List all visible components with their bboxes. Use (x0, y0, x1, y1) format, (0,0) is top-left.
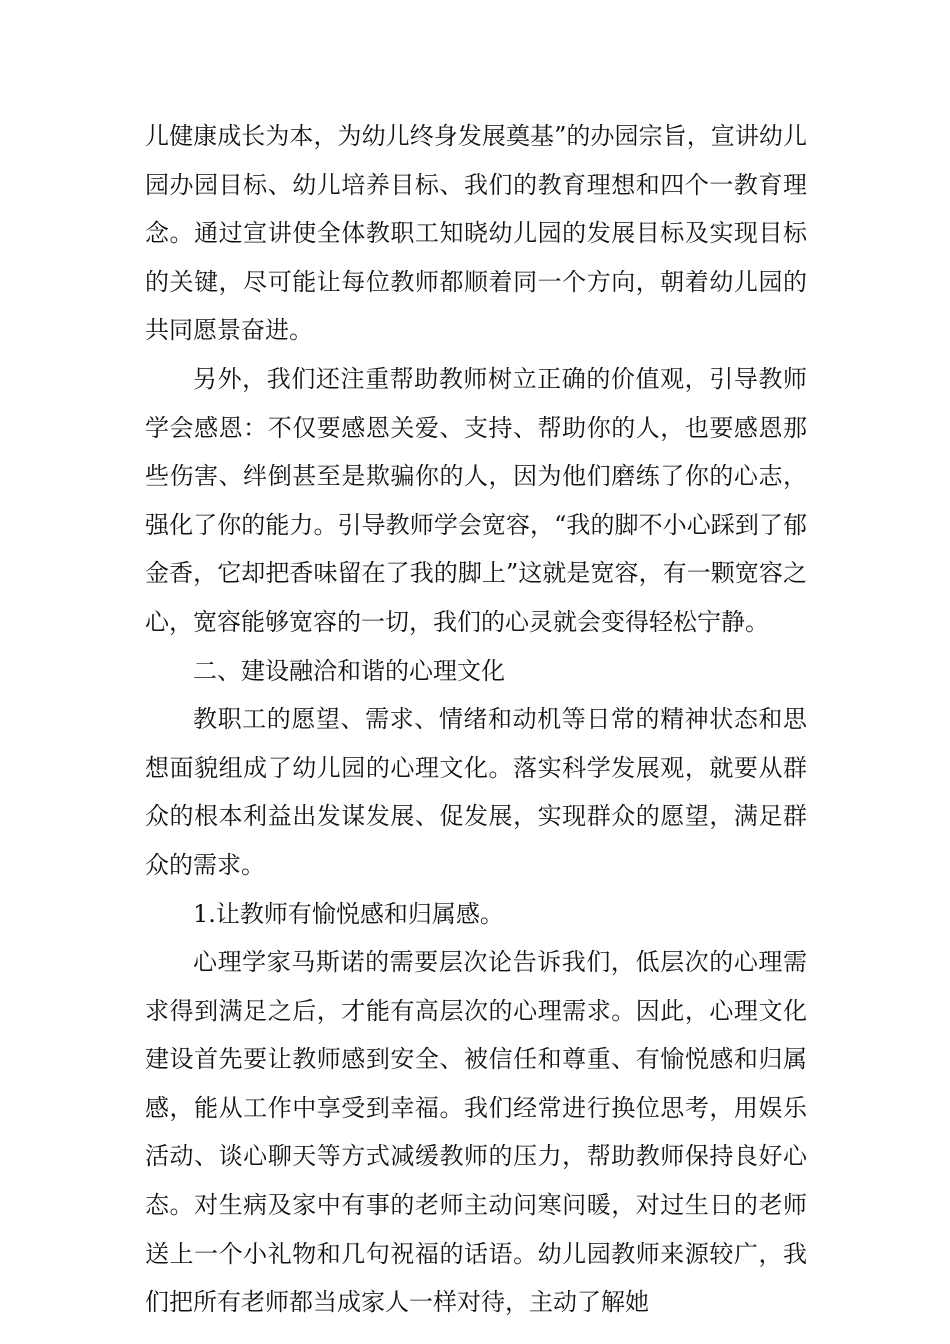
paragraph-continuation: 儿健康成长为本，为幼儿终身发展奠基”的办园宗旨，宣讲幼儿园办园目标、幼儿培养目标、我们的教育理想和四个一教育理念。通过宣讲使全体教职工知晓幼儿园的发展目标及实现目标的关键，尽可能让每位教师都顺着同一个方向，朝着幼儿园的共同愿景奋进。 (145, 122, 807, 345)
paragraph-maslow-needs: 心理学家马斯诺的需要层次论告诉我们，低层次的心理需求得到满足之后，才能有高层次的心理需求。因此，心理文化建设首先要让教师感到安全、被信任和尊重、有愉悦感和归属感，能从工作中享受到幸福。我们经常进行换位思考，用娱乐活动、谈心聊天等方式减缓教师的压力，帮助教师保持良好心态。对生病及家中有事的老师主动问寒问暖，对过生日的老师送上一个小礼物和几句祝福的话语。幼儿园教师来源较广，我们把所有老师都当成家人一样对待，主动了解她 (145, 948, 807, 1317)
subheading-joy-and-belonging: 1.让教师有愉悦感和归属感。 (193, 899, 504, 928)
section-heading-psychological-culture: 二、建设融洽和谐的心理文化 (193, 656, 505, 685)
paragraph-values-guidance: 另外，我们还注重帮助教师树立正确的价值观，引导教师学会感恩：不仅要感恩关爱、支持、帮助你的人，也要感恩那些伤害、绊倒甚至是欺骗你的人，因为他们磨练了你的心志，强化了你的能力。引导教师学会宽容，“我的脚不小心踩到了郁金香，它却把香味留在了我的脚上”这就是宽容，有一颗宽容之心，宽容能够宽容的一切，我们的心灵就会变得轻松宁静。 (145, 364, 807, 636)
document-body (145, 112, 807, 1327)
paragraph-psychological-culture-intro: 教职工的愿望、需求、情绪和动机等日常的精神状态和思想面貌组成了幼儿园的心理文化。落实科学发展观，就要从群众的根本利益出发谋发展、促发展，实现群众的愿望，满足群众的需求。 (145, 705, 807, 879)
